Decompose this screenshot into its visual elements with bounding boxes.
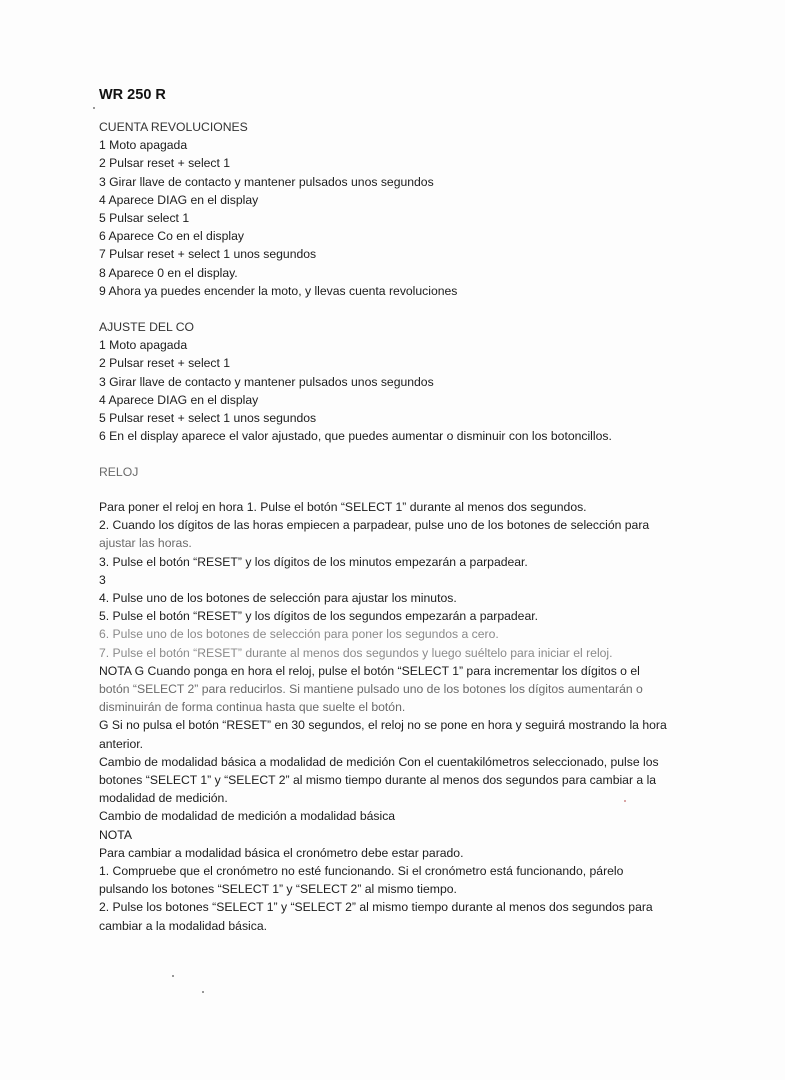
paragraph-line: 1. Compruebe que el cronómetro no esté funcionando. Si el cronómetro está funcionando, párelo <box>99 864 624 879</box>
section-reloj <box>99 463 739 481</box>
step-line: 4 Aparece DIAG en el display <box>99 392 259 407</box>
paragraph-line: cambiar a la modalidad básica. <box>99 918 268 933</box>
scan-speck <box>93 107 95 109</box>
section-heading: CUENTA REVOLUCIONES <box>99 120 248 134</box>
scan-speck <box>624 800 626 802</box>
paragraph-line: NOTA <box>99 827 132 842</box>
paragraph-line: 5. Pulse el botón “RESET” y los dígitos de los segundos empezarán a parpadear. <box>99 609 539 624</box>
step-line: 4 Aparece DIAG en el display <box>99 192 259 207</box>
section-cuenta-revoluciones <box>99 118 739 300</box>
paragraph-line: botón “SELECT 2” para reducirlos. Si mantiene pulsado uno de los botones los dígitos aumentarán o <box>99 682 643 697</box>
paragraph-line: 4. Pulse uno de los botones de selección para ajustar los minutos. <box>99 591 457 606</box>
step-line: 5 Pulsar select 1 <box>99 211 190 226</box>
step-line: 8 Aparece 0 en el display. <box>99 265 238 280</box>
scan-speck <box>172 975 174 977</box>
paragraph-line: Cambio de modalidad de medición a modalidad básica <box>99 809 396 824</box>
step-line: 1 Moto apagada <box>99 138 188 153</box>
paragraph-line: pulsando los botones “SELECT 1” y “SELECT 2” al mismo tiempo. <box>99 882 457 897</box>
step-line: 2 Pulsar reset + select 1 <box>99 356 231 371</box>
section-ajuste-del-co <box>99 318 739 445</box>
step-line: 6 En el display aparece el valor ajustado, que puedes aumentar o disminuir con los botoncillos. <box>99 429 612 444</box>
paragraph-line: Para cambiar a modalidad básica el cronómetro debe estar parado. <box>99 845 464 860</box>
step-line: 3 Girar llave de contacto y mantener pulsados unos segundos <box>99 374 434 389</box>
document-title: WR 250 R <box>99 87 166 103</box>
paragraph-line: 3 <box>99 572 106 587</box>
paragraph-line: 2. Cuando los dígitos de las horas empiecen a parpadear, pulse uno de los botones de selección para <box>99 518 650 533</box>
paragraph-line: 2. Pulse los botones “SELECT 1” y “SELECT 2” al mismo tiempo durante al menos dos segundos para <box>99 900 653 915</box>
step-line: 1 Moto apagada <box>99 338 188 353</box>
paragraph-line: G Si no pulsa el botón “RESET” en 30 segundos, el reloj no se pone en hora y seguirá mostrando la hora <box>99 718 667 733</box>
step-line: 3 Girar llave de contacto y mantener pulsados unos segundos <box>99 174 434 189</box>
step-line: 2 Pulsar reset + select 1 <box>99 156 231 171</box>
step-line: 6 Aparece Co en el display <box>99 229 244 244</box>
paragraph-line: ajustar las horas. <box>99 536 192 551</box>
paragraph-line: 3. Pulse el botón “RESET” y los dígitos de los minutos empezarán a parpadear. <box>99 554 528 569</box>
section-reloj-body <box>99 498 739 935</box>
paragraph-line: Cambio de modalidad básica a modalidad de medición Con el cuentakilómetros seleccionado, pulse los <box>99 754 659 769</box>
paragraph-line: Para poner el reloj en hora 1. Pulse el botón “SELECT 1” durante al menos dos segundos. <box>99 500 587 514</box>
section-heading: RELOJ <box>99 465 139 479</box>
paragraph-line: disminuirán de forma continua hasta que suelte el botón. <box>99 700 406 715</box>
step-line: 7 Pulsar reset + select 1 unos segundos <box>99 247 317 262</box>
paragraph-line: 6. Pulse uno de los botones de selección para poner los segundos a cero. <box>99 627 499 642</box>
step-line: 9 Ahora ya puedes encender la moto, y llevas cuenta revoluciones <box>99 283 458 298</box>
paragraph-line: anterior. <box>99 736 144 751</box>
step-line: 5 Pulsar reset + select 1 unos segundos <box>99 411 317 426</box>
paragraph-line: 7. Pulse el botón “RESET” durante al menos dos segundos y luego suéltelo para iniciar el reloj. <box>99 645 613 660</box>
paragraph-line: modalidad de medición. <box>99 791 228 806</box>
paragraph-line: NOTA G Cuando ponga en hora el reloj, pulse el botón “SELECT 1” para incrementar los dígitos o el <box>99 663 640 678</box>
scan-speck <box>202 991 204 993</box>
paragraph-line: botones “SELECT 1” y “SELECT 2” al mismo tiempo durante al menos dos segundos para cambiar a la <box>99 773 657 788</box>
section-heading: AJUSTE DEL CO <box>99 320 195 334</box>
